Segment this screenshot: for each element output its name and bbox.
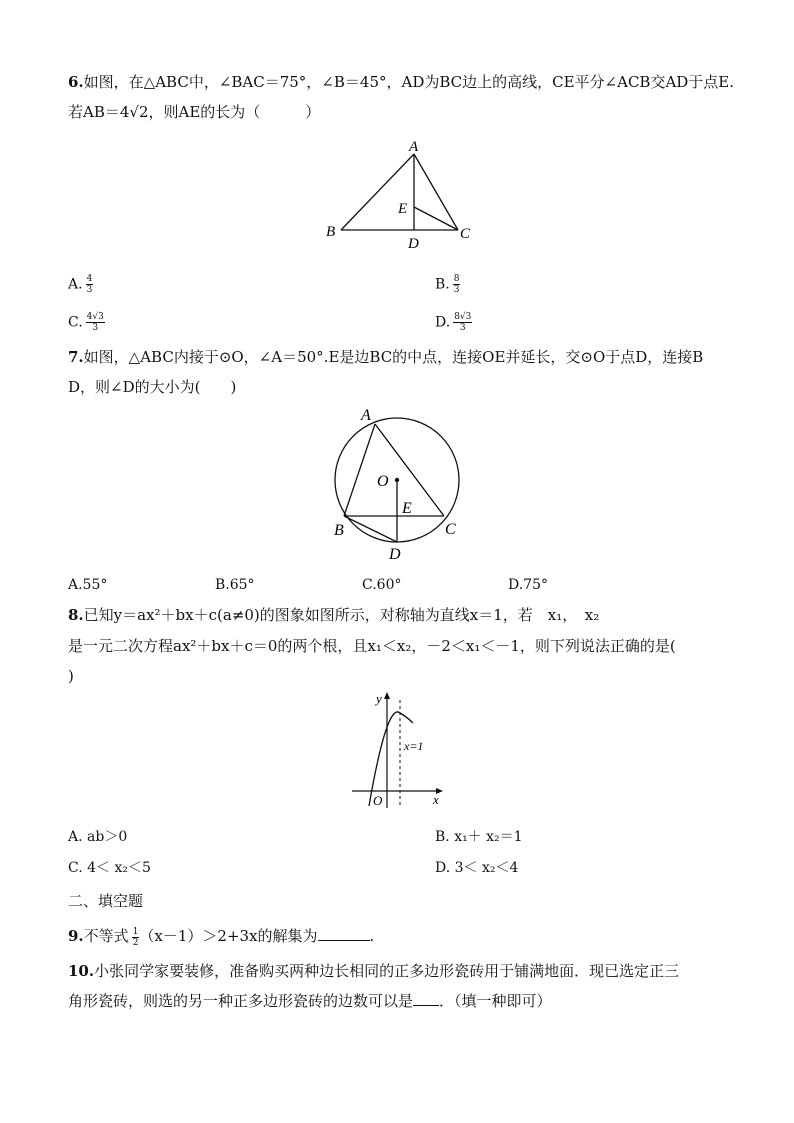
q6-option-c [68,312,105,333]
q10-text-line2-prefix: 角形瓷砖，则选的另一种正多边形瓷砖的边数可以是 [68,992,414,1010]
q6-label-E: E [398,201,408,217]
q7-label-E: E [402,500,412,517]
q8-option-a: A. ab＞0 [68,829,128,845]
q6-label-C: C [460,226,471,242]
q10-line2 [68,990,552,1012]
frac-den: 3 [453,285,460,295]
q8-text-line1: 已知y＝ax²＋bx＋c(a≠0)的图象如图所示，对称轴为直线x＝1，若 x₁， x₂ [83,606,600,624]
q6-option-b [435,274,460,295]
q6-option-c-label: C. [68,314,83,331]
q8-label-O: O [373,793,383,808]
frac-num: 4√3 [86,312,104,322]
q6-number: 6. [68,73,84,91]
q6-option-a-label: A. [68,276,83,293]
q6-option-c-fraction [86,312,105,333]
q8-label-axis: x=1 [404,739,424,753]
q8-line2: 是一元二次方程ax²＋bx＋c＝0的两个根，且x₁＜x₂，－2＜x₁＜－1，则下列说法正确的是( [68,637,676,655]
q7-line2: D，则∠D的大小为( ) [68,378,237,396]
q7-label-B: B [334,522,344,539]
q7-label-O: O [377,473,389,490]
q9-end: . [369,927,375,945]
q10-answer-blank[interactable] [413,990,439,1006]
q7-line1 [68,346,703,368]
q9-line [68,925,374,948]
frac-num: 8 [453,274,460,284]
q10-number: 10. [68,962,95,980]
q6-option-d [435,312,472,333]
q8-option-c: C. 4＜ x₂＜5 [68,860,151,876]
q6-option-d-label: D. [435,314,451,331]
q9-prefix: 不等式 [83,927,129,945]
q7-circle-figure [325,402,475,567]
q6-option-a-fraction [86,274,94,295]
q6-option-b-label: B. [435,276,450,293]
q6-line1 [68,71,734,93]
q6-text-line1: 如图，在△ABC中，∠BAC＝75°，∠B＝45°，AD为BC边上的高线，CE平分∠ACB交AD于点E. [83,73,735,91]
frac-num: 4 [86,274,93,284]
q6-option-d-fraction [453,312,472,333]
q8-option-b: B. x₁＋ x₂＝1 [435,829,523,845]
q9-rest: （x－1）＞2+3x的解集为 [139,927,318,945]
section-title-fill-in: 二、填空题 [68,892,144,910]
q9-number: 9. [68,927,84,945]
q9-answer-blank[interactable] [318,925,370,941]
q7-label-A: A [361,407,371,424]
q7-option-d: D.75° [508,577,548,593]
q7-label-C: C [445,521,456,538]
q8-number: 8. [68,606,84,624]
frac-den: 2 [132,937,139,948]
frac-den: 3 [92,323,99,333]
q7-option-b: B.65° [215,577,255,593]
q6-label-A: A [409,139,419,155]
q7-label-D: D [389,546,401,563]
q6-label-D: D [408,236,419,252]
frac-den: 3 [86,285,93,295]
q7-option-a: A.55° [68,577,108,593]
q8-label-y: y [376,691,382,706]
q7-number: 7. [68,348,84,366]
q6-triangle-figure [320,134,480,254]
frac-den: 3 [459,323,466,333]
q7-text-line1: 如图，△ABC内接于⊙O，∠A＝50°.E是边BC的中点，连接OE并延长，交⊙O于点D，连接B [83,348,704,366]
q8-option-d: D. 3＜ x₂＜4 [435,860,519,876]
q8-label-x: x [433,792,439,807]
q10-line1 [68,960,679,982]
q6-label-B: B [326,224,336,240]
q6-option-b-fraction [453,274,461,295]
q8-line1 [68,604,599,626]
q7-option-c: C.60° [362,577,402,593]
q8-parabola-figure [345,688,455,813]
q6-option-a [68,274,93,295]
q10-text-line2-suffix: ．（填一种即可） [439,992,552,1010]
q6-line2: 若AB＝4√2，则AE的长为（ ） [68,103,321,121]
frac-num: 1 [132,926,139,937]
frac-num: 8√3 [454,312,472,322]
q10-text-line1: 小张同学家要装修，准备购买两种边长相同的正多边形瓷砖用于铺满地面．现已选定正三 [94,962,680,980]
q8-line3: ) [68,667,74,685]
